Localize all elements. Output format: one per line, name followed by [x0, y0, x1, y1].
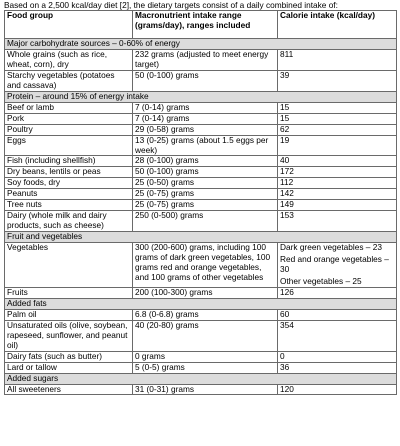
food-group-cell: Tree nuts [5, 200, 133, 211]
macronutrient-cell: 50 (0-100) grams [133, 167, 278, 178]
intro-text: Based on a 2,500 kcal/day diet [2], the dietary targets consist of a daily combined intake of: [4, 0, 338, 10]
section-row [5, 298, 397, 309]
macronutrient-cell: 7 (0-14) grams [133, 113, 278, 124]
header-row [5, 11, 397, 39]
food-group-cell: Eggs [5, 135, 133, 156]
calorie-cell: 40 [278, 156, 397, 167]
macronutrient-cell: 29 (0-58) grams [133, 124, 278, 135]
table-body [5, 11, 397, 395]
macronutrient-cell: 250 (0-500) grams [133, 211, 278, 232]
table-row [5, 351, 397, 362]
food-group-cell: Starchy vegetables (potatoes and cassava) [5, 70, 133, 91]
macronutrient-cell: 232 grams (adjusted to meet energy target) [133, 49, 278, 70]
macronutrient-cell: 31 (0-31) grams [133, 384, 278, 395]
table-row [5, 384, 397, 395]
table-row [5, 320, 397, 351]
table-row [5, 49, 397, 70]
calorie-subline: Red and orange vegetables – 30 [280, 254, 389, 275]
calorie-cell [278, 243, 397, 288]
food-group-cell: Palm oil [5, 309, 133, 320]
table-row [5, 70, 397, 91]
calorie-cell: 811 [278, 49, 397, 70]
calorie-cell: 112 [278, 178, 397, 189]
table-row [5, 200, 397, 211]
section-title: Added fats [5, 298, 397, 309]
food-group-cell: Vegetables [5, 243, 133, 288]
table-row [5, 167, 397, 178]
food-group-cell: Beef or lamb [5, 102, 133, 113]
food-group-cell: Dairy fats (such as butter) [5, 351, 133, 362]
calorie-cell: 172 [278, 167, 397, 178]
table-row [5, 287, 397, 298]
food-group-cell: Unsaturated oils (olive, soybean, rapeseed, sunflower, and peanut oil) [5, 320, 133, 351]
macronutrient-cell: 6.8 (0-6.8) grams [133, 309, 278, 320]
food-group-cell: Fruits [5, 287, 133, 298]
section-title: Major carbohydrate sources – 0-60% of energy [5, 39, 397, 50]
macronutrient-cell: 13 (0-25) grams (about 1.5 eggs per week) [133, 135, 278, 156]
section-row [5, 232, 397, 243]
table-row [5, 102, 397, 113]
table-row [5, 156, 397, 167]
calorie-cell: 0 [278, 351, 397, 362]
header-calorie: Calorie intake (kcal/day) [278, 11, 397, 39]
food-group-cell: Dairy (whole milk and dairy products, such as cheese) [5, 211, 133, 232]
calorie-cell: 142 [278, 189, 397, 200]
calorie-cell: 354 [278, 320, 397, 351]
section-row [5, 373, 397, 384]
calorie-subline: Other vegetables – 25 [280, 275, 362, 286]
table-row [5, 362, 397, 373]
food-group-cell: Fish (including shellfish) [5, 156, 133, 167]
table-row [5, 211, 397, 232]
calorie-cell: 153 [278, 211, 397, 232]
macronutrient-cell: 200 (100-300) grams [133, 287, 278, 298]
macronutrient-cell: 25 (0-75) grams [133, 200, 278, 211]
section-title: Added sugars [5, 373, 397, 384]
food-group-cell: Whole grains (such as rice, wheat, corn), dry [5, 49, 133, 70]
table-row [5, 189, 397, 200]
macronutrient-cell: 28 (0-100) grams [133, 156, 278, 167]
calorie-cell: 62 [278, 124, 397, 135]
calorie-cell: 15 [278, 113, 397, 124]
calorie-cell: 19 [278, 135, 397, 156]
calorie-subline: Dark green vegetables – 23 [280, 242, 382, 253]
table-row [5, 135, 397, 156]
food-group-cell: Soy foods, dry [5, 178, 133, 189]
table-row [5, 243, 397, 288]
food-group-cell: Peanuts [5, 189, 133, 200]
food-group-cell: All sweeteners [5, 384, 133, 395]
header-food-group: Food group [5, 11, 133, 39]
macronutrient-cell: 300 (200-600) grams, including 100 grams of dark green vegetables, 100 grams red and orange vegetables, and 100 grams of other vegetables [133, 243, 278, 288]
calorie-cell: 36 [278, 362, 397, 373]
section-title: Fruit and vegetables [5, 232, 397, 243]
calorie-cell: 149 [278, 200, 397, 211]
calorie-cell: 126 [278, 287, 397, 298]
dietary-targets-table [4, 10, 397, 395]
section-row [5, 91, 397, 102]
calorie-cell: 15 [278, 102, 397, 113]
macronutrient-cell: 5 (0-5) grams [133, 362, 278, 373]
section-row [5, 39, 397, 50]
macronutrient-cell: 25 (0-75) grams [133, 189, 278, 200]
table-row [5, 309, 397, 320]
table-row [5, 113, 397, 124]
table-row [5, 124, 397, 135]
food-group-cell: Lard or tallow [5, 362, 133, 373]
macronutrient-cell: 50 (0-100) grams [133, 70, 278, 91]
food-group-cell: Poultry [5, 124, 133, 135]
table-row [5, 178, 397, 189]
macronutrient-cell: 40 (20-80) grams [133, 320, 278, 351]
calorie-cell: 60 [278, 309, 397, 320]
macronutrient-cell: 0 grams [133, 351, 278, 362]
section-title: Protein – around 15% of energy intake [5, 91, 397, 102]
calorie-cell: 120 [278, 384, 397, 395]
food-group-cell: Dry beans, lentils or peas [5, 167, 133, 178]
calorie-cell: 39 [278, 70, 397, 91]
macronutrient-cell: 25 (0-50) grams [133, 178, 278, 189]
header-macronutrient: Macronutrient intake range (grams/day), ranges included [133, 11, 278, 39]
macronutrient-cell: 7 (0-14) grams [133, 102, 278, 113]
food-group-cell: Pork [5, 113, 133, 124]
